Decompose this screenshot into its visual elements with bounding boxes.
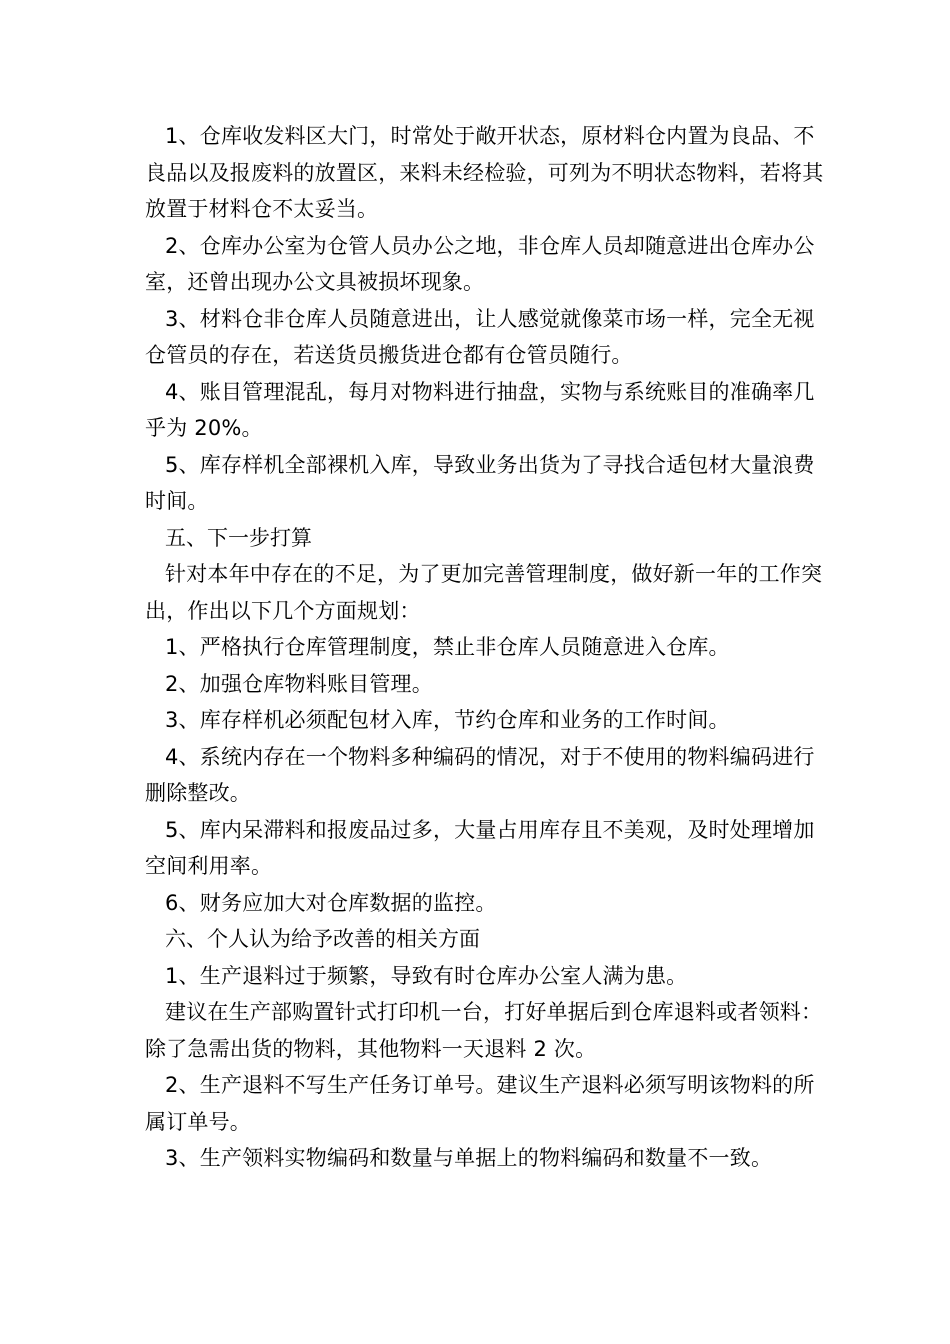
- paragraph-issue-5: 5、库存样机全部裸机入库，导致业务出货为了寻找合适包材大量浪费时间。: [145, 452, 815, 513]
- document-body: [145, 118, 835, 1177]
- paragraph-issue-3: 3、材料仓非仓库人员随意进出，让人感觉就像菜市场一样，完全无视仓管员的存在，若送货员搬货进仓都有仓管员随行。: [145, 306, 815, 367]
- paragraph-plan-6: 6、财务应加大对仓库数据的监控。: [165, 890, 497, 915]
- paragraph-improvement-2: 2、生产退料不写生产任务订单号。建议生产退料必须写明该物料的所属订单号。: [145, 1073, 815, 1134]
- paragraph-improvement-1-suggestion: 建议在生产部购置针式打印机一台，打好单据后到仓库退料或者领料：除了急需出货的物料，其他物料一天退料 2 次。: [145, 1000, 823, 1061]
- paragraph-issue-1: 1、仓库收发料区大门，时常处于敞开状态，原材料仓内置为良品、不良品以及报废料的放置区，来料未经检验，可列为不明状态物料，若将其放置于材料仓不太妥当。: [145, 124, 824, 221]
- paragraph-plan-1: 1、严格执行仓库管理制度，禁止非仓库人员随意进入仓库。: [165, 635, 730, 659]
- paragraph-plan-2: 2、加强仓库物料账目管理。: [165, 671, 433, 696]
- paragraph-issue-2: 2、仓库办公室为仓管人员办公之地，非仓库人员却随意进出仓库办公室，还曾出现办公文具被损坏现象。: [145, 233, 815, 294]
- paragraph-plan-5: 5、库内呆滞料和报废品过多，大量占用库存且不美观，及时处理增加空间利用率。: [145, 817, 815, 878]
- section-heading-next-steps: 五、下一步打算: [165, 525, 312, 550]
- paragraph-plan-4: 4、系统内存在一个物料多种编码的情况，对于不使用的物料编码进行删除整改。: [145, 744, 815, 805]
- paragraph-improvement-1: 1、生产退料过于频繁，导致有时仓库办公室人满为患。: [165, 963, 688, 988]
- paragraph-issue-4: 4、账目管理混乱，每月对物料进行抽盘，实物与系统账目的准确率几乎为 20%。: [145, 379, 815, 440]
- paragraph-plan-intro: 针对本年中存在的不足，为了更加完善管理制度，做好新一年的工作突出，作出以下几个方面规划：: [145, 562, 823, 623]
- paragraph-plan-3: 3、库存样机必须配包材入库，节约仓库和业务的工作时间。: [165, 708, 730, 732]
- section-heading-improvements: 六、个人认为给予改善的相关方面: [165, 927, 480, 951]
- paragraph-improvement-3: 3、生产领料实物编码和数量与单据上的物料编码和数量不一致。: [165, 1146, 773, 1170]
